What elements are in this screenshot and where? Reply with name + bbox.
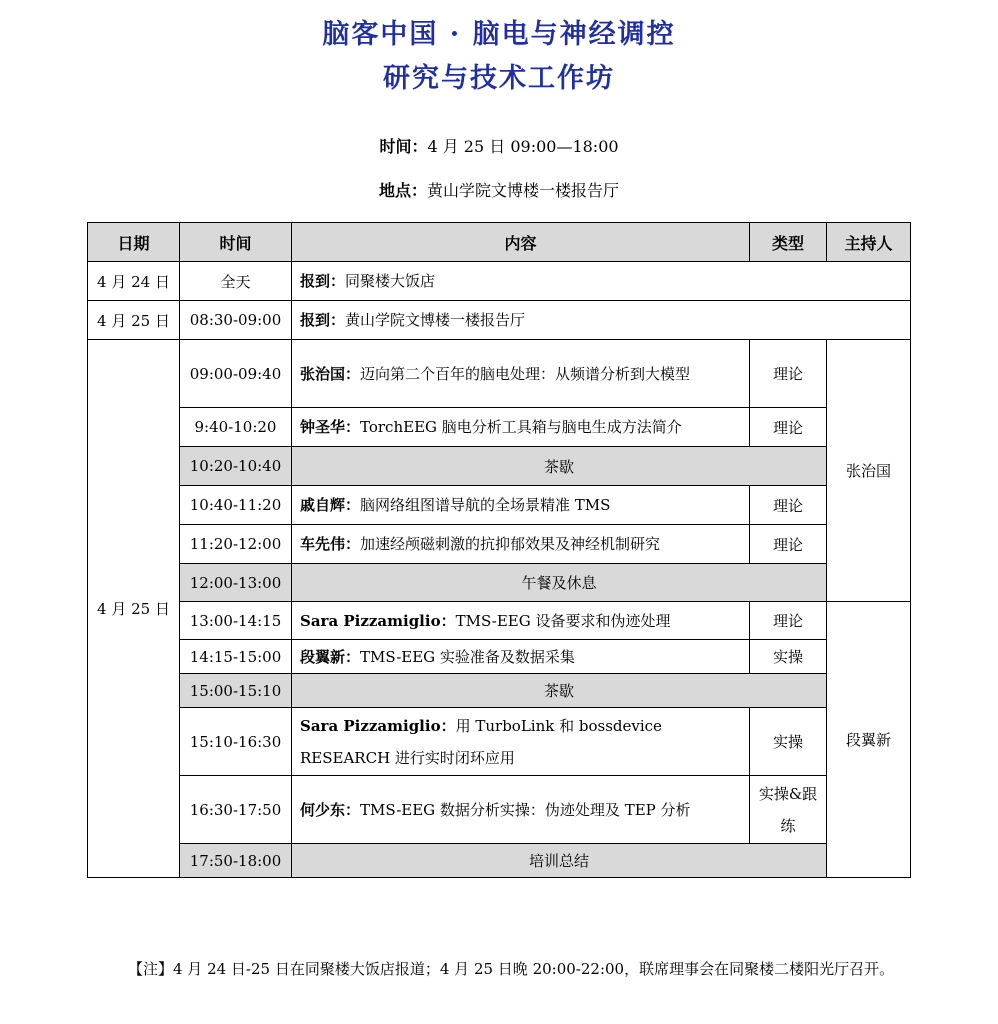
session-type: 实操&跟练 bbox=[750, 776, 827, 844]
session-topic: 迈向第二个百年的脑电处理：从频谱分析到大模型 bbox=[360, 364, 691, 383]
session-topic: 脑网络组图谱导航的全场景精准 TMS bbox=[360, 496, 611, 514]
row-speaker: 报到： bbox=[300, 272, 346, 290]
header-type: 类型 bbox=[750, 223, 827, 262]
session-topic: TMS-EEG 实验准备及数据采集 bbox=[360, 647, 575, 666]
session-content bbox=[292, 640, 750, 674]
host-cell-morning: 张治国 bbox=[827, 340, 911, 602]
table-row bbox=[88, 844, 911, 878]
event-place bbox=[0, 178, 998, 201]
row-content bbox=[292, 262, 911, 301]
session-type: 理论 bbox=[750, 408, 827, 447]
place-value: 黄山学院文博楼一楼报告厅 bbox=[427, 181, 620, 200]
break-label: 茶歇 bbox=[292, 447, 827, 486]
session-content bbox=[292, 602, 750, 640]
session-content bbox=[292, 486, 750, 525]
row-speaker: 报到： bbox=[300, 311, 346, 329]
session-time: 16:30-17:50 bbox=[180, 776, 292, 844]
page-title: 脑客中国 · 脑电与神经调控 bbox=[322, 19, 676, 50]
table-row bbox=[88, 486, 911, 525]
session-speaker: 戚自辉： bbox=[300, 496, 361, 514]
table-row bbox=[88, 340, 911, 408]
break-label: 培训总结 bbox=[292, 844, 827, 878]
table-row bbox=[88, 708, 911, 776]
break-time: 10:20-10:40 bbox=[180, 447, 292, 486]
time-label: 时间： bbox=[379, 137, 428, 156]
session-time: 13:00-14:15 bbox=[180, 602, 292, 640]
table-row bbox=[88, 602, 911, 640]
session-type: 理论 bbox=[750, 340, 827, 408]
session-speaker: 张治国： bbox=[300, 364, 361, 383]
session-time: 9:40-10:20 bbox=[180, 408, 292, 447]
break-label: 午餐及休息 bbox=[292, 564, 827, 602]
row-time: 08:30-09:00 bbox=[180, 301, 292, 340]
table-row bbox=[88, 447, 911, 486]
break-time: 12:00-13:00 bbox=[180, 564, 292, 602]
session-topic: TMS-EEG 设备要求和伪迹处理 bbox=[455, 611, 671, 630]
break-time: 15:00-15:10 bbox=[180, 674, 292, 708]
event-time bbox=[0, 134, 998, 157]
break-label: 茶歇 bbox=[292, 674, 827, 708]
session-time: 09:00-09:40 bbox=[180, 340, 292, 408]
session-content bbox=[292, 525, 750, 564]
session-type: 实操 bbox=[750, 640, 827, 674]
table-row bbox=[88, 525, 911, 564]
row-date: 4 月 24 日 bbox=[88, 262, 180, 301]
page-subtitle: 研究与技术工作坊 bbox=[383, 63, 615, 94]
table-row bbox=[88, 301, 911, 340]
session-topic: TorchEEG 脑电分析工具箱与脑电生成方法简介 bbox=[360, 418, 682, 436]
session-topic: 加速经颅磁刺激的抗抑郁效果及神经机制研究 bbox=[360, 535, 661, 553]
main-date-cell: 4 月 25 日 bbox=[88, 340, 180, 878]
session-speaker: 何少东： bbox=[300, 800, 361, 819]
session-content bbox=[292, 340, 750, 408]
table-row bbox=[88, 564, 911, 602]
row-date: 4 月 25 日 bbox=[88, 301, 180, 340]
session-time: 14:15-15:00 bbox=[180, 640, 292, 674]
session-speaker: 车先伟： bbox=[300, 535, 361, 553]
header-time: 时间 bbox=[180, 223, 292, 262]
session-content bbox=[292, 776, 750, 844]
session-topic: 用 TurboLink 和 bossdevice RESEARCH 进行实时闭环应用 bbox=[300, 716, 662, 767]
row-time: 全天 bbox=[180, 262, 292, 301]
session-type: 理论 bbox=[750, 486, 827, 525]
table-row bbox=[88, 262, 911, 301]
time-value: 4 月 25 日 09:00—18:00 bbox=[427, 137, 619, 156]
session-speaker: Sara Pizzamiglio： bbox=[300, 716, 456, 735]
session-type: 理论 bbox=[750, 602, 827, 640]
session-time: 15:10-16:30 bbox=[180, 708, 292, 776]
session-content bbox=[292, 408, 750, 447]
session-time: 10:40-11:20 bbox=[180, 486, 292, 525]
table-row bbox=[88, 408, 911, 447]
header-content: 内容 bbox=[292, 223, 750, 262]
schedule-table bbox=[87, 222, 911, 878]
session-time: 11:20-12:00 bbox=[180, 525, 292, 564]
session-type: 实操 bbox=[750, 708, 827, 776]
table-header-row bbox=[88, 223, 911, 262]
session-speaker: Sara Pizzamiglio： bbox=[300, 611, 456, 630]
host-cell-afternoon: 段翼新 bbox=[827, 602, 911, 878]
session-topic: TMS-EEG 数据分析实操：伪迹处理及 TEP 分析 bbox=[360, 800, 691, 819]
row-text: 同聚楼大饭店 bbox=[345, 272, 436, 290]
session-speaker: 钟圣华： bbox=[300, 418, 361, 436]
table-row bbox=[88, 674, 911, 708]
table-row bbox=[88, 640, 911, 674]
session-type: 理论 bbox=[750, 525, 827, 564]
table-row bbox=[88, 776, 911, 844]
place-label: 地点： bbox=[378, 181, 427, 200]
footnote: 【注】4 月 24 日-25 日在同聚楼大饭店报道；4 月 25 日晚 20:00-22:00，联席理事会在同聚楼二楼阳光厅召开。 bbox=[128, 960, 895, 978]
session-speaker: 段翼新： bbox=[300, 647, 361, 666]
header-date: 日期 bbox=[88, 223, 180, 262]
row-content bbox=[292, 301, 911, 340]
row-text: 黄山学院文博楼一楼报告厅 bbox=[345, 311, 526, 329]
session-content bbox=[292, 708, 750, 776]
break-time: 17:50-18:00 bbox=[180, 844, 292, 878]
header-host: 主持人 bbox=[827, 223, 911, 262]
